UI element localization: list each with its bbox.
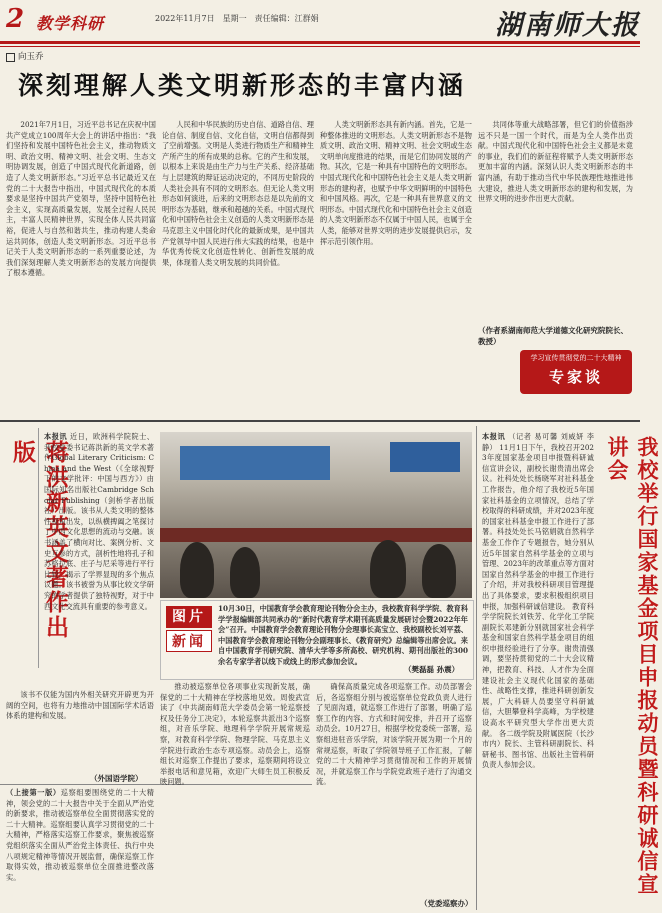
column-banner-subtitle: 学习宣传贯彻党的二十大精神 (530, 354, 622, 362)
article2-title-rule (38, 428, 39, 668)
section-title: 教学科研 (36, 14, 105, 33)
article1-byline: 向玉乔 (18, 52, 44, 62)
photo-person (180, 542, 214, 598)
article1-col3: 人类文明新形态具有新内涵。首先，它是一种整体推进的文明形态。人类文明新形态不是物质文明、政治文明、精神文明、社会文明或生态文明单向度推进的结果，而是它们协同发展的产物。其次，它是一种具有中国特色的文明形态。中国式现代化和中国特色社会主义是人类文明新形态的建构者，也赋予中华文明鲜明的中国特色和中国风格。再次，它是一种具有世界意义的文明形态。中国式现代化和中国特色社会主义创造的人类文明新形态不仅属于中国人民，也属于全人类，能够对世界文明的进步发展提供启示，发挥示范引领作用。 (320, 120, 472, 246)
masthead-rule (0, 41, 640, 44)
article4-body2: 教育科学学院院长刘铁芳、化学化工学院副院长邓建新分别就国家社会科学基金和国家自然科学基金项目的组织申报经验进行了分享。谢贵清强调，要坚持贯彻党的二十大会议精神，把教育、科技、人才作为全面建设社会主义现代化国家的基础性、战略性支撑，推进科研创新发展，广大科研人员要坚守科研诚信，大胆攀登科学高峰，为学校建设高水平研究型大学作出更大贡献。 (482, 601, 594, 738)
article3-col3: 确保高质量完成各项巡察工作。动员部署会后，各巡察组分别与被巡察单位党政负责人进行了见面沟通，就巡察工作进行了部署，明确了巡察工作的内容、方式和时间安排，并召开了巡察动员会。10月27日，根据学校党委统一部署，巡察组进驻音乐学院，对该学院开展为期一个月的常规巡察，听取了学院领导班子工作汇报，了解党的二十大精神学习贯彻情况和工作的开展情况，并就巡察工作与学院党政班子进行了沟通交流。 (316, 682, 472, 787)
article4-reporter: （记者 易可馨 刘威妍 李静） (482, 432, 594, 452)
article2-body-text: 近日，欧洲科学院院士、我校党委书记蒋洪新的英文学术著作Global Literary Criticism: China and the West（《全球视野下的文学批评：中国与西方》）由国际知名出版社Cambridge Scholar Publishing（剑桥学者出版社）出版。该书从人类文明的整体性视角出发，以纵横捭阖之笔探讨了中西文化思想的流动与交融。该书涵盖了横向对比、案例分析、文史互参的方式，剖析性地将孔子和苏格拉底、庄子与尼采等进行平行比较，揭示了学界显现的多个焦点议题。该书被誉为从事比较文学研究的学者提供了独特视野，对于中西文化交流具有重要的参考意义。 (44, 432, 154, 611)
article3-body (6, 788, 154, 910)
article1-col4: 共同体等重大战略部署，但它们的价值指涉远不只是一国一个时代，而是为全人类作出贡献。中国式现代化和中国特色社会主义都是未竟的事业，我们们的新征程将赋予人类文明新形态更加丰富的内涵。深刻认识人类文明新形态的丰富内涵，有助于推动当代中华民族理性地推进伟大建设，推进人类文明新形态的建构和发展，为世界文明的进步作出更大贡献。 (478, 120, 633, 204)
photo-credit: （樊磊磊 孙震） (404, 665, 460, 674)
article4-title: 我校举行国家基金项目申报动员暨科研诚信宣讲会 (605, 436, 660, 896)
byline-marker (6, 53, 15, 62)
photo-person (422, 544, 456, 598)
column-banner-title: 专家谈 (548, 368, 603, 386)
article3-body-text: 巡察组要围绕党的二十大精神，领会党的二十大报告中关于全面从严治党的新要求，推动被巡察单位全面贯彻落实党的二十大精神。巡察组要认真学习贯彻党的二十大精神，严格落实巡察工作要求，聚焦被巡察党组织落实全面从严治党主体责任、执行中央八项规定精神等情况开展监督，确保巡察工作取得实效，推动被巡察单位全面推进整改落实。 (6, 788, 154, 882)
article4-body-text: 11月1日下午，我校召开2023年度国家基金项目申报暨科研诚信宣讲会议，副校长谢贵清出席会议。社科处处长杨晓军对社科基金工作报告，他介绍了我校近5年国家社科基金的立项情况，总结了学校取得的科研成绩，并对2023年度的国家社科基金申报工作进行了部署。科技处处长马铭娟就自然科学基金工作作了专题报告，她分别从近5年国家自然科学基金的立项与管理、2023年的改革重点等方面对国家自然科学基金的申报工作进行了介绍，并对我校科研项目管理提出了具体要求，要求积极组织项目申报，加强科研诚信建设。 (482, 442, 594, 611)
photo-screen (180, 446, 330, 480)
article4-body3: 各二级学院及附属医院（长沙市内）院长、主管科研副院长、科研秘书、图书馆、出版社主管科研负责人参加会议。 (482, 728, 594, 770)
article2-title: 蒋洪新英文著作出版 (9, 440, 69, 640)
article2-lead: 本报讯 (44, 432, 68, 441)
article2-body (44, 432, 154, 688)
photo-person (230, 547, 260, 598)
article3-source: （党委巡察办） (420, 899, 473, 908)
article2-source: （外国语学院） (90, 774, 143, 783)
photo-screen-right (390, 442, 460, 472)
column-banner (520, 350, 632, 394)
masthead-rule-thin (0, 46, 640, 47)
article2-body2: 该书不仅能为国内外相关研究开辟更为开阔的空间，也将有力地推动中国国际学术话语体系的建构和发展。 (6, 690, 154, 721)
section-divider (0, 420, 640, 422)
article4-divider (476, 426, 477, 910)
conference-photo (160, 432, 472, 598)
article3-lead: （上接第一版） (6, 788, 61, 797)
date-line: 2022年11月7日 星期一 责任编辑：江群娟 (155, 14, 319, 23)
photo-news-label-top: 图片 (166, 606, 212, 628)
photo-table (160, 528, 472, 542)
article4-lead: 本报讯 (482, 432, 506, 441)
article4-body (482, 432, 594, 908)
article1-col1: 2021年7月1日，习近平总书记在庆祝中国共产党成立100周年大会上的讲话中指出：“我们坚持和发展中国特色社会主义，推动物质文明、政治文明、精神文明、社会文明、生态文明协调发展，创造了中国式现代化新道路，创造了人类文明新形态。”习近平总书记最近又在党的二十大报告中指出，中国式现代化的本质要求是坚持中国共产党领导，坚持中国特色社会主义，实现高质量发展，发展全过程人民民主，丰富人民精神世界，实现全体人民共同富裕，促进人与自然和谐共生，推动构建人类命运共同体，创造人类文明新形态。习近平总书记关于人类文明新形态的一系列重要论述，为我们深刻理解人类文明新形态的发展方向提供了根本遵循。 (6, 120, 156, 278)
article1-author-note: （作者系湖南师范大学道德文化研究院院长、教授） (478, 326, 628, 346)
photo-news-label-bottom: 新闻 (166, 630, 212, 652)
article3-col2: 推动被巡察单位各项事业实现新发展，确保党的二十大精神在学校落地见效。周俊武宣读了《中共湖南师范大学委员会第一轮巡察授权及任务分工决定》，本轮巡察共派出3个巡察组，对音乐学院、地理科学学院开展常规巡察，对教育科学学院、物理学院、马克思主义学院进行政治生态专项巡察。动员会上，巡察组长对巡察工作提出了要求，巡察期间将设立举报电话和意见箱，欢迎广大师生员工积极反映问题。 (160, 682, 310, 787)
paper-logo: 湖南师大报 (495, 10, 640, 41)
photo-caption: 10月30日，中国教育学会教育理论刊物分会主办，我校教育科学学院、教育科学学报编辑部共同承办的“新时代教育学术期刊高质量发展研讨会暨2022年年会”召开。中国教育学会教育理论刊物分会理事长高宝立、我校副校长刘平荔、中国教育学会教育理论刊物分会副理事长、《教育研究》总编辑等出席会议。来自中国教育学刊研究院、清华大学等多所高校、研究机构、期刊出版社的300余名专家学者以线下或线上的形式参加会议。 (218, 604, 469, 666)
article1-headline: 深刻理解人类文明新形态的丰富内涵 (18, 71, 467, 100)
page-number: 2 (6, 4, 25, 34)
article1-col2: 人民和中华民族的历史自信、道路自信、理论自信、制度自信、文化自信，文明自信都得到了空前增强。文明是人类进行物质生产和精神生产所产生的所有成果的总称。它的产生和发展，以根本上来说是由生产力与生产关系、经济基础与上层建筑的辩证运动决定的，不同历史阶段的人类社会具有不同的文明形态。但无论人类文明形态如何演进，后来的文明形态总是以先前的文明形态为基础，继承和超越的关系。中国式现代化和中国特色社会主义创造的人类文明新形态是马克思主义中国化时代化的最新成果，是中国共产党领导中国人民进行伟大实践的结果，也是中华优秀传统文化创造性转化、创新性发展的成果，体现着人类文明发展的共同价值。 (162, 120, 314, 267)
photo-person (370, 540, 406, 598)
